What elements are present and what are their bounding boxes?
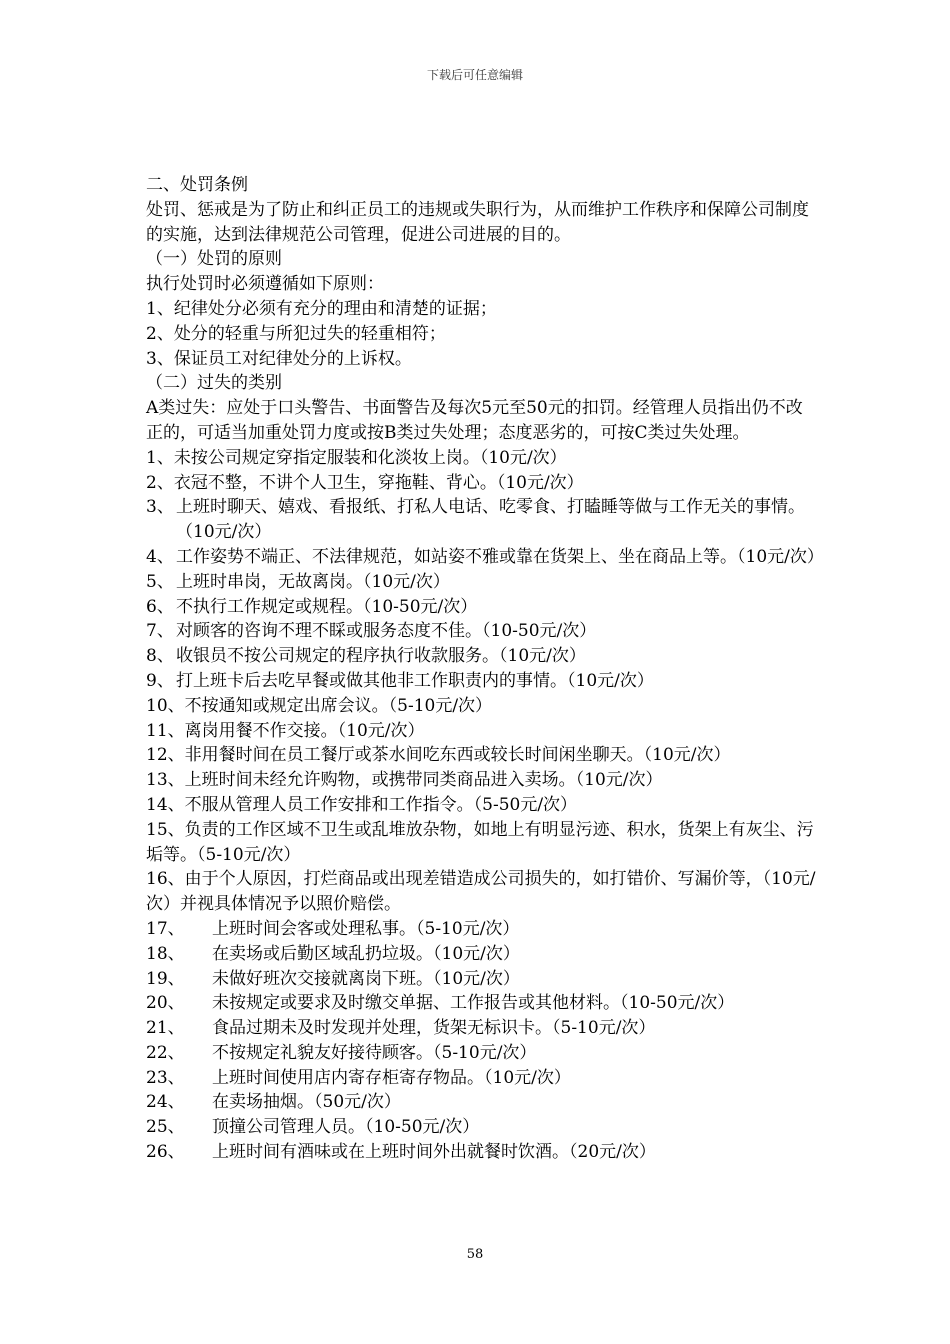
item-text: 未做好班次交接就离岗下班。（10元/次） <box>212 968 520 989</box>
principle-item: 2、处分的轻重与所犯过失的轻重相符； <box>146 323 446 344</box>
item-number: 20、 <box>146 993 185 1014</box>
offense-item <box>146 942 818 967</box>
offense-item: 14、不服从管理人员工作安排和工作指令。（5-50元/次） <box>146 794 578 815</box>
principle-item: 3、保证员工对纪律处分的上诉权。 <box>146 348 412 369</box>
offense-item <box>146 1115 818 1140</box>
item-text: 上班时间会客或处理私事。（5-10元/次） <box>212 918 520 939</box>
item-text: 上班时间使用店内寄存柜寄存物品。（10元/次） <box>212 1067 571 1088</box>
item-number: 19、 <box>146 968 185 989</box>
item-text: 上班时聊天、嬉戏、看报纸、打私人电话、吃零食、打瞌睡等做与工作无关的事情。（10元/次） <box>176 497 805 543</box>
item-text: 顶撞公司管理人员。（10-50元/次） <box>212 1117 480 1138</box>
offense-item <box>146 1140 818 1165</box>
offense-item <box>146 570 818 595</box>
item-number: 17、 <box>146 918 185 939</box>
item-number: 8、 <box>146 646 174 667</box>
offense-item <box>146 991 818 1016</box>
item-text: 在卖场抽烟。（50元/次） <box>212 1092 401 1113</box>
item-number: 6、 <box>146 596 174 617</box>
item-number: 4、 <box>146 546 174 567</box>
section-title: 二、处罚条例 <box>146 175 248 195</box>
principle-item: 1、纪律处分必须有充分的理由和清楚的证据； <box>146 298 497 319</box>
principles-lead: 执行处罚时必须遵循如下原则： <box>146 274 384 295</box>
principles-heading: （一）处罚的原则 <box>146 249 282 270</box>
offense-item: 16、由于个人原因，打烂商品或出现差错造成公司损失的，如打错价、写漏价等，（10元/次）并视具体情况予以照价赔偿。 <box>146 869 816 915</box>
offense-item: 13、上班时间未经允许购物，或携带同类商品进入卖场。（10元/次） <box>146 770 663 791</box>
offense-item <box>146 967 818 992</box>
offense-item <box>146 1066 818 1091</box>
item-text: 不按规定礼貌友好接待顾客。（5-10元/次） <box>212 1042 537 1063</box>
item-text: 打上班卡后去吃早餐或做其他非工作职责内的事情。（10元/次） <box>176 670 654 691</box>
offense-item <box>146 917 818 942</box>
offense-item <box>146 644 818 669</box>
offense-item <box>146 669 818 694</box>
item-number: 22、 <box>146 1042 185 1063</box>
offense-item: 15、负责的工作区域不卫生或乱堆放杂物，如地上有明显污迹、积水，货架上有灰尘、污垢等。（5-10元/次） <box>146 819 814 865</box>
item-text: 食品过期未及时发现并处理，货架无标识卡。（5-10元/次） <box>212 1018 656 1039</box>
item-number: 3、 <box>146 497 174 518</box>
categories-heading: （二）过失的类别 <box>146 373 282 394</box>
item-number: 25、 <box>146 1117 185 1138</box>
offense-item: 11、离岗用餐不作交接。（10元/次） <box>146 720 425 741</box>
offense-item: 12、非用餐时间在员工餐厅或茶水间吃东西或较长时间闲坐聊天。（10元/次） <box>146 745 731 766</box>
page-header: 下载后可任意编辑 <box>426 68 523 82</box>
offense-item: 10、不按通知或规定出席会议。（5-10元/次） <box>146 695 493 716</box>
offense-item: 1、未按公司规定穿指定服装和化淡妆上岗。（10元/次） <box>146 447 567 468</box>
item-number: 24、 <box>146 1092 185 1113</box>
offense-item <box>146 1016 818 1041</box>
item-text: 对顾客的咨询不理不睬或服务态度不佳。（10-50元/次） <box>176 621 597 642</box>
item-text: 收银员不按公司规定的程序执行收款服务。（10元/次） <box>176 646 586 667</box>
offense-item <box>146 495 818 545</box>
item-number: 26、 <box>146 1142 185 1163</box>
offense-item <box>146 1090 818 1115</box>
item-number: 23、 <box>146 1067 185 1088</box>
item-text: 在卖场或后勤区域乱扔垃圾。（10元/次） <box>212 943 520 964</box>
item-number: 5、 <box>146 571 174 592</box>
item-text: 上班时间有酒味或在上班时间外出就餐时饮酒。（20元/次） <box>212 1142 656 1163</box>
offense-item <box>146 545 824 570</box>
item-text: 未按规定或要求及时缴交单据、工作报告或其他材料。（10-50元/次） <box>212 993 735 1014</box>
offense-item <box>146 619 818 644</box>
offense-item: 2、衣冠不整，不讲个人卫生，穿拖鞋、背心。（10元/次） <box>146 472 584 493</box>
offense-item <box>146 595 818 620</box>
offense-item <box>146 1041 818 1066</box>
item-number: 18、 <box>146 943 185 964</box>
item-text: 工作姿势不端正、不法律规范，如站姿不雅或靠在货架上、坐在商品上等。（10元/次） <box>176 546 824 567</box>
item-number: 9、 <box>146 670 174 691</box>
class-a-paragraph: A类过失：应处于口头警告、书面警告及每次5元至50元的扣罚。经管理人员指出仍不改正的，可适当加重处罚力度或按B类过失处理；态度恶劣的，可按C类过失处理。 <box>146 398 803 443</box>
page-number: 58 <box>466 1247 484 1262</box>
item-number: 7、 <box>146 621 174 642</box>
intro-paragraph: 处罚、惩戒是为了防止和纠正员工的违规或失职行为，从而维护工作秩序和保障公司制度的实施，达到法律规范公司管理，促进公司进展的目的。 <box>146 199 809 245</box>
item-text: 上班时串岗，无故离岗。（10元/次） <box>176 571 450 592</box>
document-body <box>146 173 824 1165</box>
item-number: 21、 <box>146 1018 185 1039</box>
item-text: 不执行工作规定或规程。（10-50元/次） <box>176 596 478 617</box>
